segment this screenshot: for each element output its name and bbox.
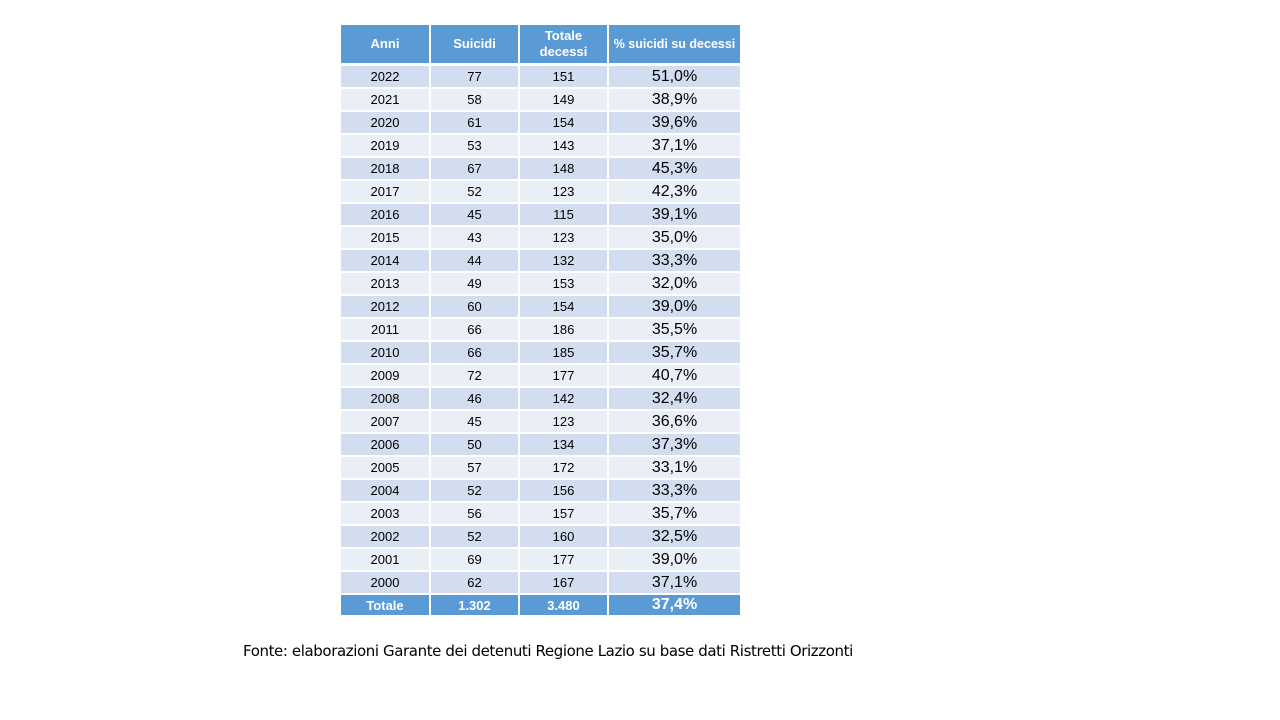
cell-percent: 32,5% — [608, 525, 740, 548]
cell-totale-decessi: 177 — [519, 548, 608, 571]
cell-suicidi: 66 — [430, 341, 519, 364]
cell-percent: 38,9% — [608, 88, 740, 111]
cell-percent: 39,6% — [608, 111, 740, 134]
table-row — [341, 203, 740, 226]
cell-totale-decessi: 153 — [519, 272, 608, 295]
cell-anno: 2007 — [341, 410, 430, 433]
cell-totale-decessi: 123 — [519, 226, 608, 249]
cell-anno: 2005 — [341, 456, 430, 479]
suicide-statistics-table-container — [341, 25, 740, 615]
table-row — [341, 502, 740, 525]
cell-anno: 2018 — [341, 157, 430, 180]
cell-percent: 37,1% — [608, 134, 740, 157]
cell-suicidi: 77 — [430, 65, 519, 89]
table-header-row — [341, 25, 740, 65]
cell-anno: 2016 — [341, 203, 430, 226]
cell-suicidi: 44 — [430, 249, 519, 272]
table-row — [341, 157, 740, 180]
table-row — [341, 387, 740, 410]
cell-suicidi: 69 — [430, 548, 519, 571]
table-row — [341, 111, 740, 134]
table-row — [341, 364, 740, 387]
cell-totale-decessi: 123 — [519, 180, 608, 203]
cell-anno: 2000 — [341, 571, 430, 594]
cell-suicidi: 57 — [430, 456, 519, 479]
cell-percent: 33,1% — [608, 456, 740, 479]
cell-totale-decessi: 167 — [519, 571, 608, 594]
cell-totale-decessi: 115 — [519, 203, 608, 226]
cell-percent: 40,7% — [608, 364, 740, 387]
cell-totale-decessi: 134 — [519, 433, 608, 456]
cell-anno: 2020 — [341, 111, 430, 134]
cell-totale-decessi: 177 — [519, 364, 608, 387]
cell-anno: 2001 — [341, 548, 430, 571]
table-row — [341, 456, 740, 479]
cell-totale-decessi: 154 — [519, 111, 608, 134]
cell-percent: 35,5% — [608, 318, 740, 341]
cell-percent: 39,1% — [608, 203, 740, 226]
total-decessi: 3.480 — [519, 594, 608, 615]
table-row — [341, 134, 740, 157]
suicide-statistics-table — [341, 25, 740, 615]
total-percent: 37,4% — [608, 594, 740, 615]
cell-totale-decessi: 172 — [519, 456, 608, 479]
cell-suicidi: 58 — [430, 88, 519, 111]
cell-suicidi: 62 — [430, 571, 519, 594]
cell-totale-decessi: 148 — [519, 157, 608, 180]
cell-suicidi: 52 — [430, 479, 519, 502]
cell-totale-decessi: 123 — [519, 410, 608, 433]
table-row — [341, 272, 740, 295]
cell-percent: 36,6% — [608, 410, 740, 433]
cell-totale-decessi: 151 — [519, 65, 608, 89]
table-row — [341, 525, 740, 548]
cell-suicidi: 52 — [430, 180, 519, 203]
cell-totale-decessi: 143 — [519, 134, 608, 157]
table-row — [341, 88, 740, 111]
cell-totale-decessi: 185 — [519, 341, 608, 364]
cell-totale-decessi: 154 — [519, 295, 608, 318]
cell-percent: 32,4% — [608, 387, 740, 410]
table-row — [341, 548, 740, 571]
table-row — [341, 65, 740, 89]
cell-suicidi: 52 — [430, 525, 519, 548]
total-suicidi: 1.302 — [430, 594, 519, 615]
source-note: Fonte: elaborazioni Garante dei detenuti Regione Lazio su base dati Ristretti Orizzonti — [243, 642, 853, 660]
cell-suicidi: 60 — [430, 295, 519, 318]
cell-anno: 2012 — [341, 295, 430, 318]
header-anni: Anni — [341, 25, 430, 65]
cell-percent: 35,7% — [608, 341, 740, 364]
cell-anno: 2011 — [341, 318, 430, 341]
cell-anno: 2009 — [341, 364, 430, 387]
cell-anno: 2019 — [341, 134, 430, 157]
table-body — [341, 65, 740, 595]
cell-anno: 2015 — [341, 226, 430, 249]
table-row — [341, 571, 740, 594]
cell-suicidi: 56 — [430, 502, 519, 525]
table-row — [341, 318, 740, 341]
cell-percent: 37,3% — [608, 433, 740, 456]
cell-anno: 2014 — [341, 249, 430, 272]
cell-anno: 2002 — [341, 525, 430, 548]
cell-suicidi: 61 — [430, 111, 519, 134]
cell-suicidi: 53 — [430, 134, 519, 157]
cell-percent: 33,3% — [608, 249, 740, 272]
cell-percent: 32,0% — [608, 272, 740, 295]
cell-anno: 2008 — [341, 387, 430, 410]
table-row — [341, 249, 740, 272]
table-row — [341, 226, 740, 249]
table-row — [341, 433, 740, 456]
cell-percent: 37,1% — [608, 571, 740, 594]
cell-suicidi: 43 — [430, 226, 519, 249]
cell-suicidi: 66 — [430, 318, 519, 341]
cell-totale-decessi: 160 — [519, 525, 608, 548]
cell-totale-decessi: 132 — [519, 249, 608, 272]
cell-anno: 2004 — [341, 479, 430, 502]
cell-totale-decessi: 157 — [519, 502, 608, 525]
header-suicidi: Suicidi — [430, 25, 519, 65]
cell-anno: 2013 — [341, 272, 430, 295]
cell-percent: 42,3% — [608, 180, 740, 203]
cell-anno: 2010 — [341, 341, 430, 364]
total-label: Totale — [341, 594, 430, 615]
cell-anno: 2017 — [341, 180, 430, 203]
cell-percent: 33,3% — [608, 479, 740, 502]
cell-percent: 39,0% — [608, 295, 740, 318]
cell-anno: 2022 — [341, 65, 430, 89]
header-totale-decessi: Totale decessi — [519, 25, 608, 65]
table-row — [341, 180, 740, 203]
cell-percent: 45,3% — [608, 157, 740, 180]
cell-percent: 39,0% — [608, 548, 740, 571]
cell-suicidi: 45 — [430, 203, 519, 226]
table-row — [341, 341, 740, 364]
cell-totale-decessi: 156 — [519, 479, 608, 502]
cell-totale-decessi: 149 — [519, 88, 608, 111]
cell-suicidi: 46 — [430, 387, 519, 410]
table-row — [341, 410, 740, 433]
cell-anno: 2021 — [341, 88, 430, 111]
cell-suicidi: 50 — [430, 433, 519, 456]
cell-percent: 35,0% — [608, 226, 740, 249]
cell-suicidi: 49 — [430, 272, 519, 295]
cell-percent: 51,0% — [608, 65, 740, 89]
cell-percent: 35,7% — [608, 502, 740, 525]
table-row — [341, 479, 740, 502]
cell-totale-decessi: 142 — [519, 387, 608, 410]
cell-anno: 2003 — [341, 502, 430, 525]
table-total-row — [341, 594, 740, 615]
cell-suicidi: 67 — [430, 157, 519, 180]
cell-anno: 2006 — [341, 433, 430, 456]
cell-suicidi: 72 — [430, 364, 519, 387]
table-row — [341, 295, 740, 318]
cell-suicidi: 45 — [430, 410, 519, 433]
header-percent-suicidi: % suicidi su decessi — [608, 25, 740, 65]
cell-totale-decessi: 186 — [519, 318, 608, 341]
